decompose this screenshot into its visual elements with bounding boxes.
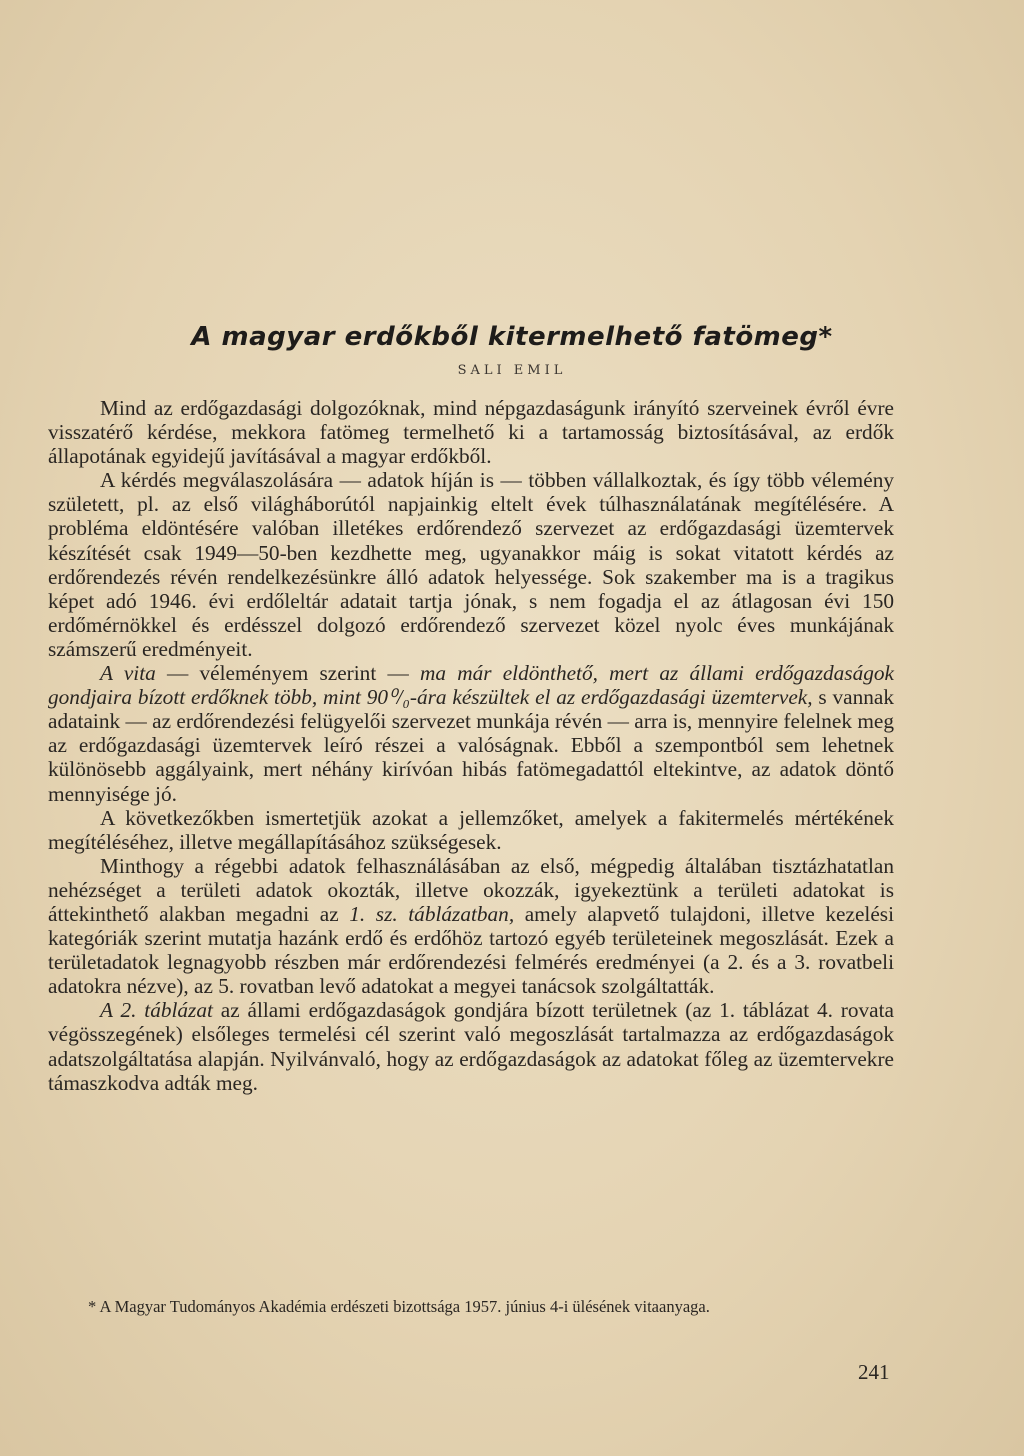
body-paragraph [48,854,894,999]
paragraph-text: — véleményem szerint — [155,661,420,686]
emphasis-text: A vita [100,661,156,686]
author-name: SALI EMIL [457,363,567,378]
emphasis-text: 1. sz. táblázatban, [349,901,515,926]
paragraph-text: A következőkben ismertetjük azokat a jellemzőket, amelyek a fakitermelés mértékének megítéléséhez, illetve megállapításához szükségesek. [48,805,894,854]
article-title: A magyar erdőkből kitermelhető fatömeg* [191,322,833,352]
paragraph-text: Minthogy a régebbi adatok felhasználásában az első, mégpedig általában tisztázhatatlan nehézséget a területi adatok okozták, illetve okozzák, igyekeztünk a területi adatokat is áttekinthető alakban megadni az [48,853,894,926]
paragraph-text: s vannak adataink — az erdőrendezési felügyelői szervezet munkája révén — arra is, mennyire felelnek meg az erdőgazdasági üzemtervek leíró részei a valóságnak. Ebből a szempontból sem lehetnek különösebb aggályaink, mert néhány kirívóan hibás fatömegadattól eltekintve, az adatok döntő mennyisége jó. [48,685,895,806]
paragraph-text: Mind az erdőgazdasági dolgozóknak, mind népgazdaságunk irányító szerveinek évről évre visszatérő kérdése, mekkora fatömeg termelhető ki a tartamosság biztosításával, az erdők állapotának egyidejű javításával a magyar erdőkből. [48,396,894,469]
body-paragraph [48,396,894,468]
paragraph-text: amely alapvető tulajdoni, illetve kezelési kategóriák szerint mutatja hazánk erdő és erdőhöz tartozó egyéb területeinek megoszlását. Ezek a területadatok legnagyobb részben már erdőrendezési felmérés eredményei (a 2. és a 3. rovatbeli adatokra nézve), az 5. rovatban levő adatokat a megyei tanácsok szolgáltatták. [48,901,894,999]
footnote: * A Magyar Tudományos Akadémia erdészeti bizottsága 1957. június 4-i ülésének vitaanyaga. [88,1297,710,1316]
body-paragraph [48,468,894,661]
body-paragraph [48,998,894,1094]
paragraph-text: A kérdés megválaszolására — adatok híján is — többen vállalkoztak, és így több vélemény született, pl. az első világháborútól napjainkig eltelt évek túlhasználatának megítélésére. A probléma eldöntésére valóban illetékes erdőrendező szervezet az erdőgazdasági üzemtervek készítését csak 1949—50-ben kezdhette meg, ugyanakkor máig is sokat vitatott kérdés az erdőrendezés révén rendelkezésünkre álló adatok helyessége. Sok szakember ma is a tragikus képet adó 1946. évi erdőleltár adatait tartja jónak, s nem fogadja el az átlagosan évi 150 erdőmérnökkel és erdésszel dolgozó erdőrendező szervezet közel nyolc éves munkájának számszerű eredményeit. [48,468,894,661]
article-body [48,396,894,1095]
page-number: 241 [858,1360,890,1384]
emphasis-text: ma már eldönthető, mert az állami erdőgazdaságok gondjaira bízott erdőknek több, mint 90⁰/₀-ára készültek el az erdőgazdasági üzemtervek, [48,661,894,710]
paragraph-text: az állami erdőgazdaságok gondjára bízott területnek (az 1. táblázat 4. rovata végösszegének) elsőleges termelési cél szerint való megoszlását tartalmazza az erdőgazdaságok adatszolgáltatása alapján. Nyilvánvaló, hogy az erdőgazdaságok az adatokat főleg az üzemtervekre támaszkodva adták meg. [48,998,894,1095]
body-paragraph [48,661,894,806]
body-paragraph [48,806,894,854]
emphasis-text: A 2. táblázat [100,998,213,1023]
